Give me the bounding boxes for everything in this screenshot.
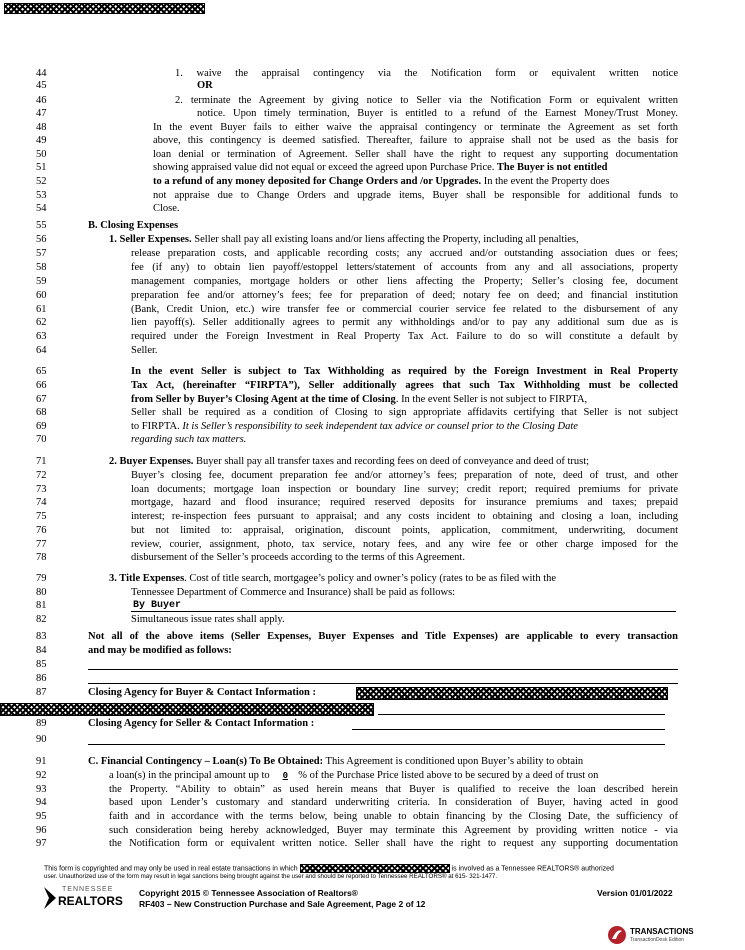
line-90-rule[interactable] <box>88 744 665 745</box>
line-57: release preparation costs, and applicable recording costs; any accrued and/or outstanding association dues or fees; <box>131 248 678 259</box>
line-number: 48 <box>36 122 47 133</box>
line-63: required under the Foreign Investment in Real Property Tax Act. Failure to do so will constitute a default by <box>131 331 678 342</box>
line-64: Seller. <box>131 345 158 356</box>
line-number: 96 <box>36 825 47 836</box>
line-number: 53 <box>36 190 47 201</box>
line-number: 87 <box>36 687 47 698</box>
line-86-rule[interactable] <box>88 683 678 684</box>
line-49: above, this contingency is deemed satisfied. Thereafter, failure to appraise shall not be used as the basis for <box>153 135 678 146</box>
line-number: 63 <box>36 331 47 342</box>
line-number: 91 <box>36 756 47 767</box>
line-number: 45 <box>36 80 47 91</box>
line-number: 89 <box>36 718 47 729</box>
line-number: 57 <box>36 248 47 259</box>
line-number: 52 <box>36 176 47 187</box>
line-88-rule[interactable] <box>378 714 665 715</box>
logo-realtors: REALTORS <box>58 894 123 908</box>
line-81-rule <box>131 611 676 612</box>
line-number: 75 <box>36 511 47 522</box>
line-79: 3. Title Expenses. Cost of title search, mortgagee’s policy and owner’s policy (rates to be as filed with the <box>109 573 557 584</box>
line-number: 44 <box>36 68 47 79</box>
line-48: In the event Buyer fails to either waive the appraisal contingency or terminate the Agreement as set forth <box>153 122 678 133</box>
line-number: 97 <box>36 838 47 849</box>
redacted-header <box>4 3 205 14</box>
line-number: 80 <box>36 587 47 598</box>
title-expense-payer-field[interactable]: By Buyer <box>133 600 182 611</box>
redacted-buyer-agency <box>356 687 668 700</box>
line-82: Simultaneous issue rates shall apply. <box>131 614 285 625</box>
seller-closing-agency-label: Closing Agency for Seller & Contact Information : <box>88 718 315 729</box>
transactions-logo <box>607 925 707 945</box>
line-number: 76 <box>36 525 47 536</box>
line-number: 56 <box>36 234 47 245</box>
buyer-closing-agency-label: Closing Agency for Buyer & Contact Information : <box>88 687 316 698</box>
line-83: Not all of the above items (Seller Expenses, Buyer Expenses and Title Expenses) are applicable to every transaction <box>88 631 678 642</box>
line-number: 65 <box>36 366 47 377</box>
line-68: Seller shall be required as a condition of Closing to sign appropriate affidavits certifying that Seller is not subject <box>131 407 678 418</box>
line-number: 51 <box>36 162 47 173</box>
line-65: In the event Seller is subject to Tax Withholding as required by the Foreign Investment in Real Property <box>131 366 678 377</box>
line-number: 66 <box>36 380 47 391</box>
line-53: not appraise due to Change Orders and upgrade items, Buyer shall be responsible for additional funds to <box>153 190 678 201</box>
section-b-heading: B. Closing Expenses <box>88 220 179 231</box>
line-77: review, courier, assignment, photo, tax service, notary fees, and any wire fee or other charge imposed for the <box>131 539 678 550</box>
line-number: 82 <box>36 614 47 625</box>
line-61: (Bank, Credit Union, etc.) wire transfer fee or commercial courier service fee related to the disbursement of any <box>131 304 678 315</box>
line-number: 92 <box>36 770 47 781</box>
line-number: 85 <box>36 659 47 670</box>
version-label: Version 01/01/2022 <box>597 888 673 898</box>
line-71: 2. Buyer Expenses. Buyer shall pay all transfer taxes and recording fees on deed of conveyance and deed of trust; <box>109 456 590 467</box>
line-95: faith and in accordance with the terms below, being unable to obtain financing by the Closing Date, the sufficiency of <box>109 811 678 822</box>
line-44: 1. waive the appraisal contingency via the Notification form or equivalent written notice <box>175 68 678 79</box>
line-number: 55 <box>36 220 47 231</box>
line-78: disbursement of the Seller’s proceeds according to the terms of this Agreement. <box>131 552 465 563</box>
line-69: to FIRPTA. It is Seller’s responsibility to seek independent tax advice or counsel prior to the Closing Date <box>131 421 578 432</box>
line-58: fee (if any) to obtain lien payoff/estoppel letters/statement of accounts from any and all associations, property <box>131 262 678 273</box>
line-45: OR <box>197 80 213 91</box>
line-94: based upon Lender’s customary and standard underwriting criteria. In consideration of Buyer, having acted in good <box>109 797 678 808</box>
form-title: RF403 – New Construction Purchase and Sale Agreement, Page 2 of 12 <box>139 899 426 909</box>
line-number: 73 <box>36 484 47 495</box>
line-number: 58 <box>36 262 47 273</box>
copyright-line: Copyright 2015 © Tennessee Association of Realtors® <box>139 888 358 898</box>
transactions-logo-icon <box>607 925 627 945</box>
line-number: 77 <box>36 539 47 550</box>
line-46: 2. terminate the Agreement by giving notice to Seller via the Notification Form or equivalent written <box>175 95 678 106</box>
line-91: C. Financial Contingency – Loan(s) To Be Obtained: This Agreement is conditioned upon Buyer’s ability to obtain <box>88 756 584 767</box>
line-number: 68 <box>36 407 47 418</box>
line-number: 81 <box>36 600 47 611</box>
line-85-rule[interactable] <box>88 669 678 670</box>
line-97: the Notification form or equivalent written notice. Seller shall have the right to request any supporting documentation <box>109 838 678 849</box>
line-92: a loan(s) in the principal amount up to 0 % of the Purchase Price listed above to be secured by a deed of trust on <box>109 770 599 781</box>
line-84: and may be modified as follows: <box>88 645 232 656</box>
line-number: 86 <box>36 673 47 684</box>
line-67: from Seller by Buyer’s Closing Agent at the time of Closing. In the event Seller is not subject to FIRPTA, <box>131 394 588 405</box>
tennessee-realtors-logo <box>44 886 126 910</box>
line-47: notice. Upon timely termination, Buyer is entitled to a refund of the Earnest Money/Trust Money. <box>197 108 678 119</box>
loan-percent-field[interactable]: 0 <box>282 771 288 781</box>
line-number: 46 <box>36 95 47 106</box>
line-number: 78 <box>36 552 47 563</box>
line-72: Buyer’s closing fee, document preparation fee and/or attorney’s fees; preparation of note, deed of trust, and other <box>131 470 678 481</box>
line-number: 54 <box>36 203 47 214</box>
seller-agency-rule[interactable] <box>352 729 665 730</box>
line-number: 74 <box>36 497 47 508</box>
line-80: Tennessee Department of Commerce and Insurance) shall be paid as follows: <box>131 587 456 598</box>
line-56: 1. Seller Expenses. Seller shall pay all existing loans and/or liens affecting the Property, including all penalties, <box>109 234 579 245</box>
line-62: lien payoff(s). Seller additionally agrees to permit any withholdings and/or to pay any additional sum due as is <box>131 317 678 328</box>
line-number: 47 <box>36 108 47 119</box>
line-number: 71 <box>36 456 47 467</box>
line-number: 61 <box>36 304 47 315</box>
line-number: 50 <box>36 149 47 160</box>
line-70: regarding such tax matters. <box>131 434 247 445</box>
copyright-notice-1: This form is copyrighted and may only be used in real estate transactions in which is involved as a Tennessee REALTORS® authorized <box>44 865 614 873</box>
transactions-sub: TransactionDesk Edition <box>630 937 685 943</box>
line-93: the Property. “Ability to obtain” as used herein means that Buyer is qualified to receive the loan described herein <box>109 784 678 795</box>
line-54: Close. <box>153 203 180 214</box>
line-number: 64 <box>36 345 47 356</box>
line-52: to a refund of any money deposited for Change Orders and /or Upgrades. In the event the Property does <box>153 176 610 187</box>
line-number: 59 <box>36 276 47 287</box>
line-74: mortgage, hazard and flood insurance; required reserved deposits for insurance premiums and taxes; prepaid <box>131 497 678 508</box>
line-number: 95 <box>36 811 47 822</box>
line-50: loan denial or termination of Agreement. Seller shall have the right to request any supporting documentation <box>153 149 678 160</box>
copyright-notice-2: user. Unauthorized use of the form may result in legal sanctions being brought against the user and should be reported to Tennessee REALTORS® at 615- 321-1477. <box>44 873 498 880</box>
line-number: 90 <box>36 734 47 745</box>
line-number: 83 <box>36 631 47 642</box>
line-59: management companies, mortgage holders or other liens affecting the Property; Seller’s closing fee, document <box>131 276 678 287</box>
line-73: loan documents; mortgage loan inspection or boundary line survey; credit report; required premiums for private <box>131 484 678 495</box>
line-number: 70 <box>36 434 47 445</box>
line-96: such consideration being hereby acknowledged, Buyer may terminate this Agreement by providing written notice - via <box>109 825 678 836</box>
line-51: showing appraised value did not equal or exceed the agreed upon Purchase Price. The Buyer is not entitled <box>153 162 608 173</box>
line-60: preparation fee and/or attorney’s fees; fee for preparation of deed; notary fee on deed; and financial institution <box>131 290 678 301</box>
line-75: interest; re-inspection fees pursuant to appraisal; and any costs incident to obtaining and closing a loan, including <box>131 511 678 522</box>
line-number: 94 <box>36 797 47 808</box>
line-number: 62 <box>36 317 47 328</box>
line-66: Tax Act, (hereinafter “FIRPTA”), Seller additionally agrees that such Tax Withholding must be collected <box>131 380 678 391</box>
line-number: 60 <box>36 290 47 301</box>
line-number: 93 <box>36 784 47 795</box>
line-number: 69 <box>36 421 47 432</box>
line-number: 79 <box>36 573 47 584</box>
line-number: 49 <box>36 135 47 146</box>
transactions-brand: TRANSACTIONS <box>630 927 694 936</box>
line-number: 67 <box>36 394 47 405</box>
line-76: but not limited to: appraisal, origination, discount points, application, commitment, underwriting, document <box>131 525 678 536</box>
line-number: 72 <box>36 470 47 481</box>
logo-tennessee: TENNESSEE <box>62 886 114 893</box>
line-number: 84 <box>36 645 47 656</box>
redacted-line-88 <box>0 703 374 716</box>
redacted-licensee <box>300 864 450 873</box>
